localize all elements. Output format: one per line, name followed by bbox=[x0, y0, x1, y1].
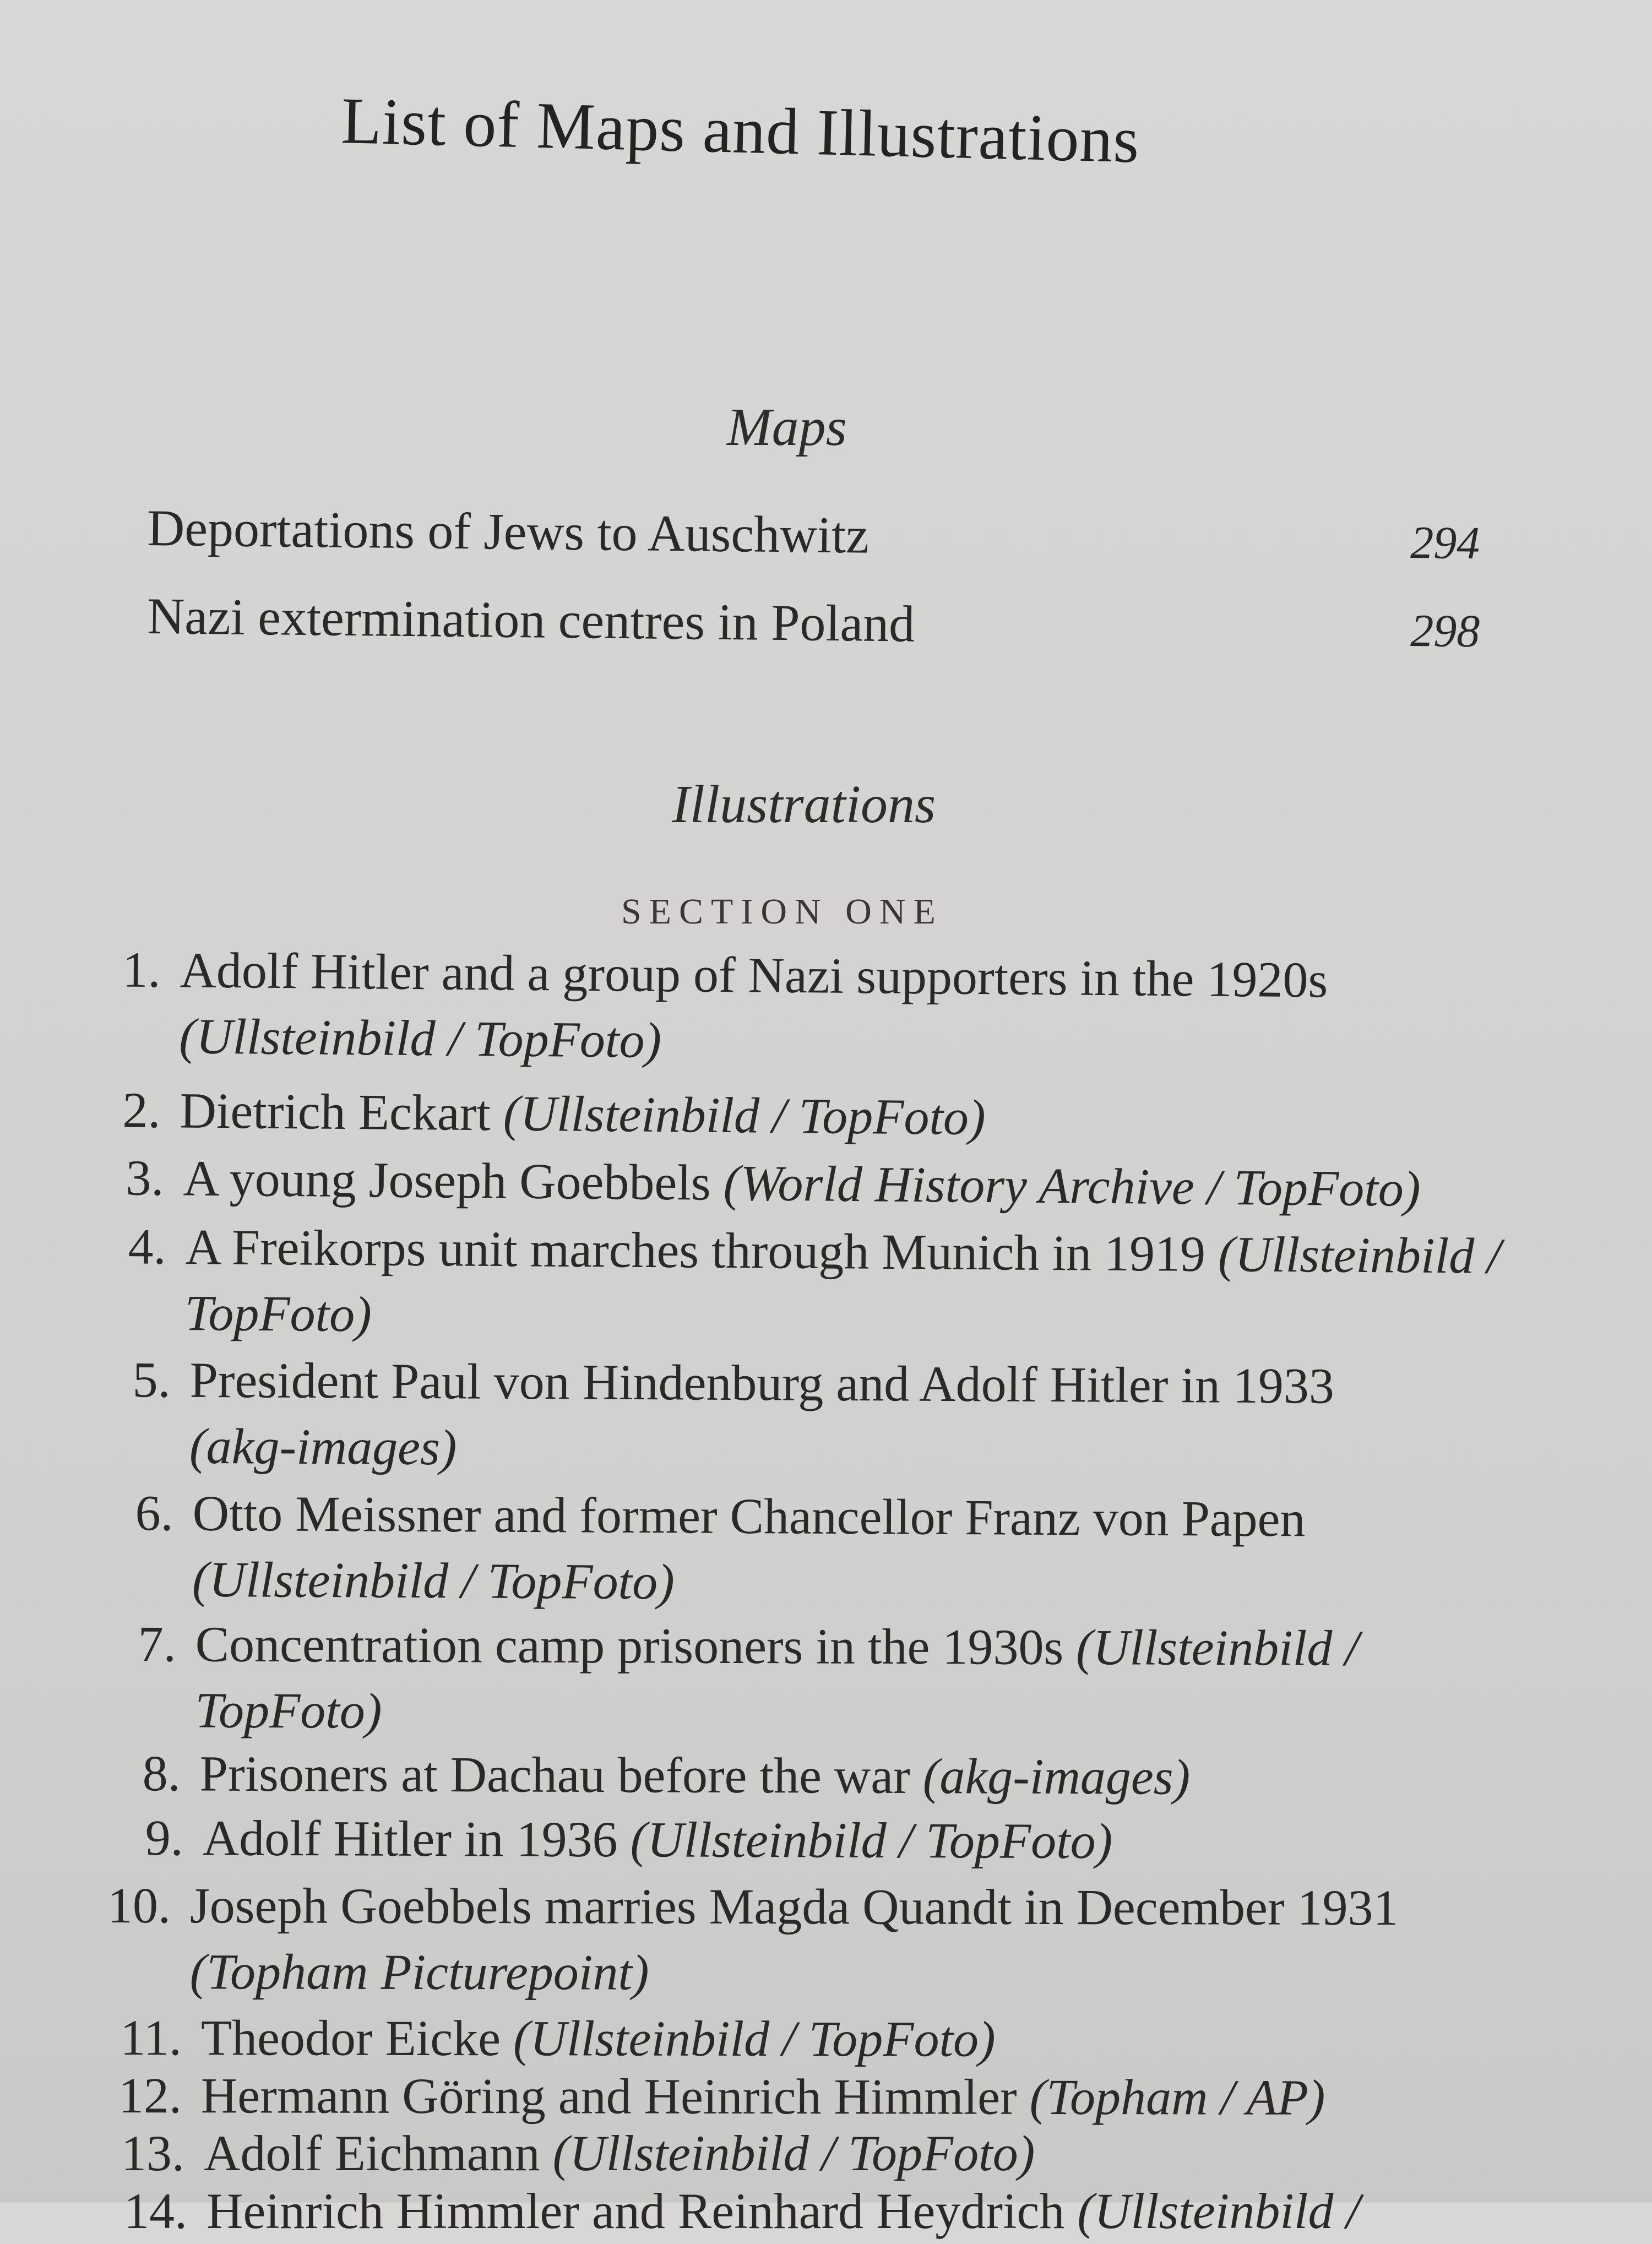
map-title: Deportations of Jews to Auschwitz bbox=[147, 498, 870, 566]
item-credit: (Ullsteinbild / TopFoto) bbox=[630, 1811, 1112, 1869]
item-caption: Adolf Eichmann bbox=[204, 2125, 553, 2181]
item-number: 11. bbox=[116, 2004, 182, 2071]
item-number: 13. bbox=[118, 2120, 184, 2186]
item-number: 14. bbox=[121, 2178, 187, 2244]
list-item bbox=[105, 1346, 1481, 1354]
item-text bbox=[180, 937, 1328, 1013]
section-label: SECTION ONE bbox=[621, 891, 943, 933]
list-item bbox=[95, 1077, 1471, 1089]
item-credit: (akg-images) bbox=[923, 1748, 1191, 1805]
item-caption: A Freikorps unit marches through Munich in 1919 bbox=[185, 1219, 1218, 1282]
item-credit: (Ullsteinbild / TopFoto) bbox=[513, 2010, 996, 2067]
list-item bbox=[95, 936, 1471, 948]
list-item bbox=[110, 1611, 1487, 1616]
item-caption: Prisoners at Dachau before the war bbox=[200, 1746, 923, 1805]
item-credit: (Ullsteinbild / TopFoto) bbox=[553, 2125, 1035, 2181]
item-caption: A young Joseph Goebbels bbox=[183, 1150, 724, 1211]
item-credit: (Ullsteinbild / TopFoto) bbox=[503, 1085, 986, 1145]
item-caption: Adolf Hitler in 1936 bbox=[203, 1810, 631, 1868]
item-credit: (Ullsteinbild / bbox=[1076, 1619, 1359, 1676]
item-credit: (Ullsteinbild / bbox=[1218, 1226, 1501, 1284]
item-text bbox=[183, 1145, 1421, 1222]
illustrations-heading: Illustrations bbox=[672, 774, 936, 835]
item-text bbox=[189, 1347, 1334, 1419]
item-text bbox=[185, 1214, 1501, 1289]
item-number: 7. bbox=[110, 1611, 176, 1677]
item-text bbox=[204, 2120, 1035, 2186]
item-caption: Concentration camp prisoners in the 1930s bbox=[195, 1616, 1077, 1676]
maps-heading: Maps bbox=[727, 396, 847, 458]
item-caption: Joseph Goebbels marries Magda Quandt in December 1931 bbox=[190, 1877, 1399, 1936]
map-title: Nazi extermination centres in Poland bbox=[147, 586, 915, 654]
item-text bbox=[203, 1805, 1113, 1874]
item-number: 6. bbox=[107, 1480, 173, 1546]
item-caption: Dietrich Eckart bbox=[180, 1082, 503, 1141]
item-text bbox=[200, 1741, 1191, 1810]
item-number: 10. bbox=[105, 1872, 171, 1938]
item-caption: Theodor Eicke bbox=[201, 2009, 513, 2066]
item-number: 1. bbox=[94, 936, 161, 1003]
item-credit-continued: (Topham Picturepoint) bbox=[190, 1938, 649, 2005]
item-text bbox=[206, 2178, 1360, 2244]
item-caption: Heinrich Himmler and Reinhard Heydrich bbox=[206, 2183, 1077, 2239]
item-credit: (Ullsteinbild / bbox=[1077, 2183, 1360, 2239]
item-caption: Hermann Göring and Heinrich Himmler bbox=[201, 2067, 1030, 2125]
item-number: 12. bbox=[116, 2062, 182, 2128]
map-entry bbox=[148, 498, 1480, 512]
item-text bbox=[190, 1872, 1399, 1941]
item-credit: (Topham / AP) bbox=[1030, 2069, 1325, 2126]
item-number: 2. bbox=[94, 1077, 161, 1143]
list-item bbox=[115, 1740, 1491, 1745]
list-item bbox=[107, 1480, 1484, 1487]
item-number: 4. bbox=[100, 1213, 166, 1280]
item-credit-continued: (Ullsteinbild / TopFoto) bbox=[192, 1546, 675, 1615]
item-text bbox=[195, 1611, 1359, 1681]
item-credit-continued: TopFoto) bbox=[195, 1677, 382, 1744]
list-item bbox=[116, 2004, 1492, 2007]
item-number: 3. bbox=[97, 1144, 164, 1211]
item-caption: Otto Meissner and former Chancellor Franz von Papen bbox=[192, 1485, 1305, 1547]
item-credit-continued: (akg-images) bbox=[189, 1413, 457, 1481]
item-credit-continued: TopFoto) bbox=[184, 1280, 372, 1347]
item-text bbox=[180, 1077, 986, 1150]
map-entry bbox=[148, 586, 1480, 600]
page-title: List of Maps and Illustrations bbox=[340, 83, 1140, 178]
item-text bbox=[192, 1480, 1306, 1552]
item-number: 8. bbox=[115, 1740, 181, 1806]
item-text bbox=[201, 2004, 996, 2072]
item-caption: Adolf Hitler and a group of Nazi supporters in the 1920s bbox=[180, 942, 1328, 1008]
map-page-number: 298 bbox=[1410, 604, 1480, 658]
item-number: 5. bbox=[104, 1346, 171, 1413]
item-credit: (World History Archive / TopFoto) bbox=[723, 1155, 1421, 1217]
item-credit-continued: (Ullsteinbild / TopFoto) bbox=[179, 1003, 662, 1073]
item-caption: President Paul von Hindenburg and Adolf Hitler in 1933 bbox=[189, 1352, 1334, 1414]
item-number: 9. bbox=[117, 1805, 183, 1871]
map-page-number: 294 bbox=[1410, 516, 1480, 570]
